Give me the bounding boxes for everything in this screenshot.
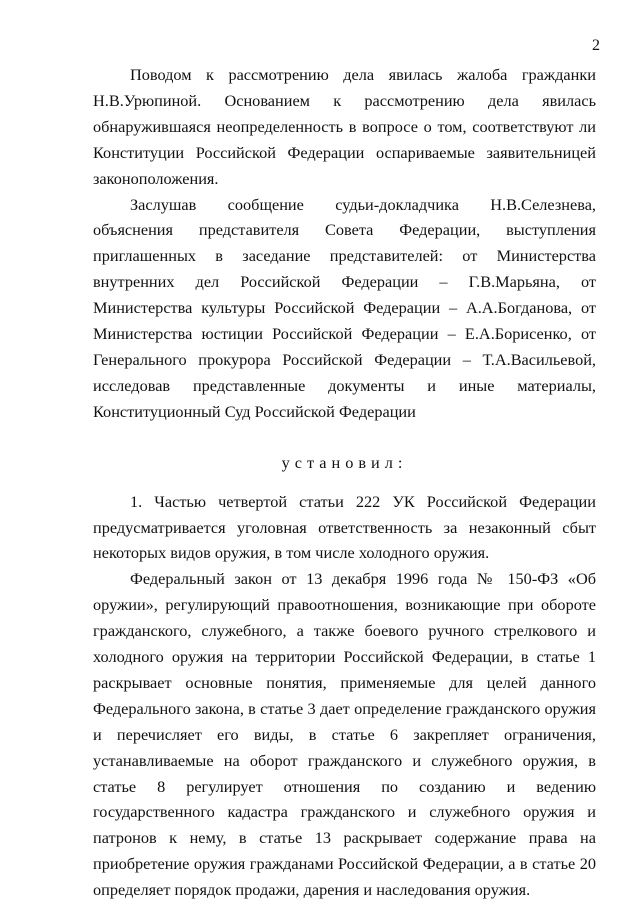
paragraph-hearing-participants: Заслушав сообщение судьи-докладчика Н.В.Селезнева, объяснения представителя Совета Федерации, выступления приглашенных в заседание представителей: от Министерства внутренних дел Российской Федерации – Г.В.Марьяна, от Министерства культуры Российской Федерации – А.А.Богданова, от Министерства юстиции Российской Федерации – Е.А.Борисенко, от Генерального прокурора Российской Федерации – Т.А.Васильевой, исследовав представленные документы и иные материалы, Конституционный Суд Российской Федерации: [93, 194, 596, 421]
page-number: 2: [592, 37, 600, 54]
paragraph-complaint-grounds: Поводом к рассмотрению дела явилась жалоба гражданки Н.В.Урюпиной. Основанием к рассмотрению дела явилась обнаружившаяся неопределенность в вопросе о том, соответствуют ли Конституции Российской Федерации оспариваемые заявительницей законоположения.: [93, 65, 596, 188]
document-body: [93, 62, 596, 903]
section-heading-established: установил:: [281, 452, 408, 472]
paragraph-criminal-code-article-222: 1. Частью четвертой статьи 222 УК Российской Федерации предусматривается уголовная ответственность за незаконный сбыт некоторых видов оружия, в том числе холодного оружия.: [93, 491, 596, 563]
paragraph-federal-law-on-weapons: Федеральный закон от 13 декабря 1996 года № 150-ФЗ «Об оружии», регулирующий правоотношения, возникающие при обороте гражданского, служебного, а также боевого ручного стрелкового и холодного оружия на территории Российской Федерации, в статье 1 раскрывает основные понятия, применяемые для целей данного Федерального закона, в статье 3 дает определение гражданского оружия и перечисляет его виды, в статье 6 закрепляет ограничения, устанавливаемые на оборот гражданского и служебного оружия, в статье 8 регулирует отношения по созданию и ведению государственного кадастра гражданского и служебного оружия и патронов к нему, в статье 13 раскрывает содержание права на приобретение оружия гражданами Российской Федерации, а в статье 20 определяет порядок продажи, дарения и наследования оружия.: [93, 569, 596, 900]
